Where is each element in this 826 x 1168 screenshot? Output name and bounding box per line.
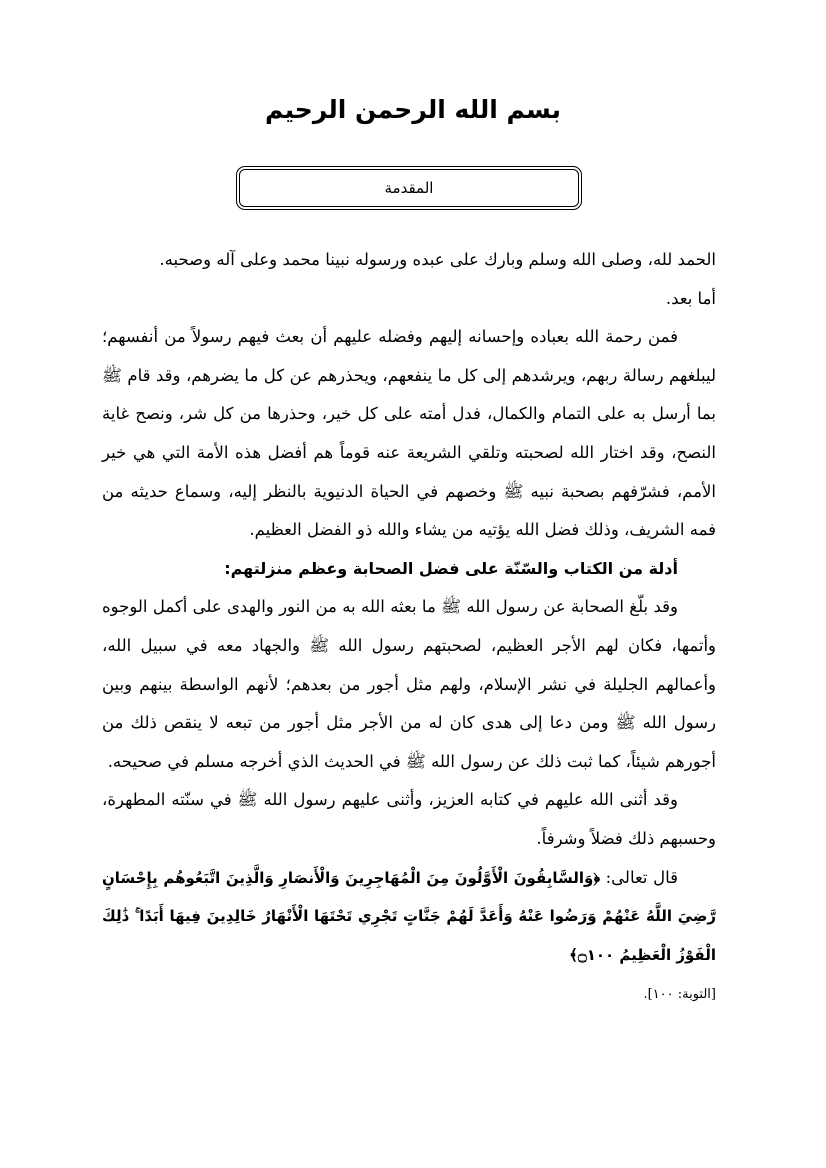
paragraph-companions-conveyed: وقد بلّغ الصحابة عن رسول الله ﷺ ما بعثه الله به من النور والهدى على أكمل الوجوه وأتمها، فكان لهم الأجر العظيم، لصحبتهم رسول الله ﷺ والجهاد معه في سبيل الله، وأعمالهم الجليلة في نشر الإسلام، ولهم مثل أجور من بعدهم؛ لأنهم الواسطة بينهم وبين رسول الله ﷺ ومن دعا إلى هدى كان له من الأجر مثل أجور من تبعه لا ينقص ذلك من أجورهم شيئاً، كما ثبت ذلك عن رسول الله ﷺ في الحديث الذي أخرجه مسلم في صحيحه. (102, 597, 716, 771)
document-body (102, 241, 716, 1015)
quran-quote (102, 859, 716, 1015)
basmala-title: بسم الله الرحمن الرحيم (265, 95, 561, 124)
section-title: المقدمة (384, 179, 434, 197)
paragraph-mercy: فمن رحمة الله بعباده وإحسانه إليهم وفضله عليهم أن بعث فيهم رسولاً من أنفسهم؛ ليبلغهم رسالة ربهم، ويرشدهم إلى كل ما ينفعهم، ويحذرهم عن كل ما يضرهم، وقد قام ﷺ بما أرسل به على التمام والكمال، فدل أمته على كل خير، وحذرها من كل شر، ونصح غاية النصح، وقد اختار الله لصحبته وتلقي الشريعة عنه قوماً هم أفضل هذه الأمة التي هي خير الأمم، فشرّفهم بصحبة نبيه ﷺ وخصهم في الحياة الدنيوية بالنظر إليه، وسماع حديثه من فمه الشريف، وذلك فضل الله يؤتيه من يشاء والله ذو الفضل العظيم. (102, 327, 716, 540)
section-heading-evidence: أدلة من الكتاب والسّنّة على فضل الصحابة وعظم منزلتهم: (224, 558, 678, 578)
paragraph-praise: الحمد لله، وصلى الله وسلم وبارك على عبده ورسوله نبينا محمد وعلى آله وصحبه. (159, 250, 716, 269)
quran-verse: ﴿وَالسَّابِقُونَ الْأَوَّلُونَ مِنَ الْمُهَاجِرِينَ وَالْأَنصَارِ وَالَّذِينَ اتَّبَعُوهُم بِإِحْسَانٍ رَّضِيَ اللَّهُ عَنْهُمْ وَرَضُوا عَنْهُ وَأَعَدَّ لَهُمْ جَنَّاتٍ تَجْرِي تَحْتَهَا الْأَنْهَارُ خَالِدِينَ فِيهَا أَبَدًا ۚ ذَٰلِكَ الْفَوْزُ الْعَظِيمُ ۝١٠٠﴾ (102, 868, 716, 964)
quote-intro: قال تعالى: (600, 867, 679, 887)
paragraph-amma-baad: أما بعد. (665, 288, 716, 308)
verse-reference: [التوبة: ١٠٠]. (643, 987, 716, 1003)
paragraph-praise-of-companions: وقد أثنى الله عليهم في كتابه العزيز، وأثنى عليهم رسول الله ﷺ في سنّته المطهرة، وحسبهم ذلك فضلاً وشرفاً. (102, 790, 716, 848)
section-title-box (236, 166, 582, 210)
